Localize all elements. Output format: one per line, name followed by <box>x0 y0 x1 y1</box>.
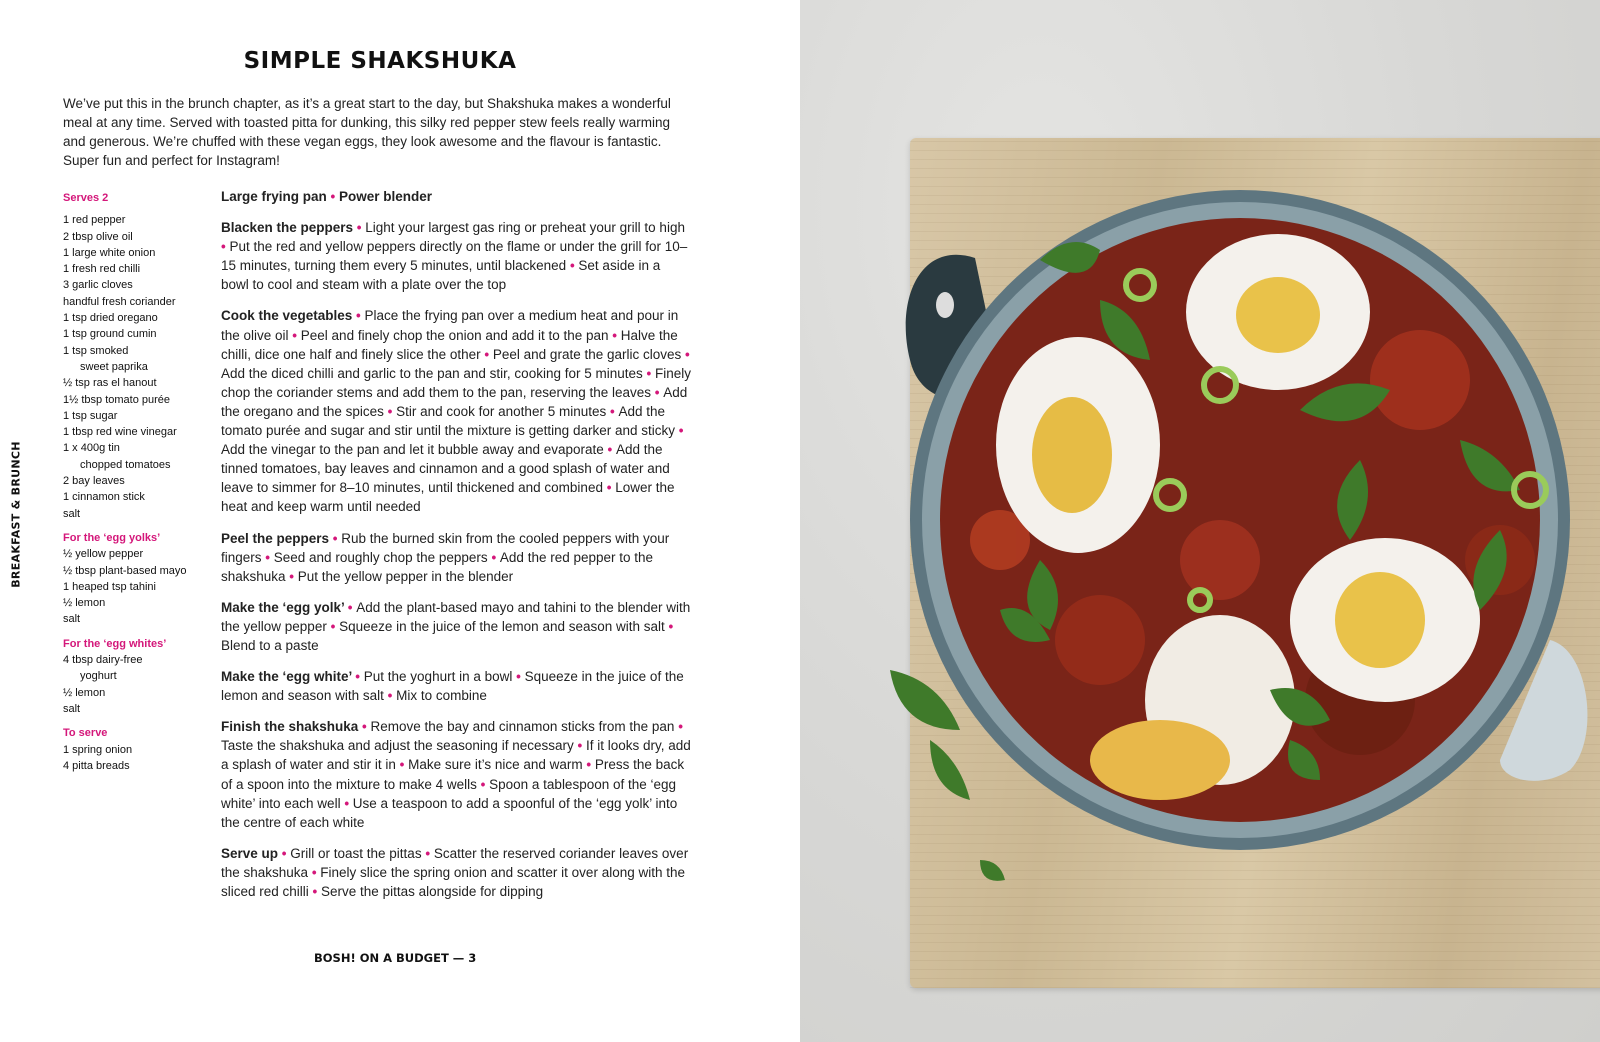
step-instruction: Add the tomato purée and sugar and stir until the mixture is getting darker and sticky <box>221 403 675 439</box>
step-instruction: Add the oregano and the spices <box>221 384 688 419</box>
ingredient-item: 1 fresh red chilli <box>63 263 141 276</box>
method <box>221 187 691 913</box>
step-instruction: Peel and grate the garlic cloves <box>492 346 682 362</box>
method-step <box>221 218 691 294</box>
ingredient-item: salt <box>63 613 81 626</box>
serves-label: Serves 2 <box>63 192 109 204</box>
bullet-dot: • <box>278 845 291 861</box>
ingredient-item: 1 heaped tsp tahini <box>63 580 156 593</box>
yolks-heading: For the ‘egg yolks’ <box>63 531 161 544</box>
ingredient-item: 1 red pepper <box>63 214 126 227</box>
ingredient-item: salt <box>63 507 81 520</box>
bullet-dot: • <box>603 442 617 458</box>
bullet-dot: • <box>285 568 298 584</box>
method-step <box>221 529 691 586</box>
step-instruction: Stir and cook for another 5 minutes <box>396 403 607 419</box>
bullet-dot: • <box>383 403 397 419</box>
ingredient-item: 2 bay leaves <box>63 475 125 488</box>
chapter-tab <box>2 438 24 598</box>
bullet-dot: • <box>352 308 365 324</box>
ingredient-item: handful fresh coriander <box>63 295 176 308</box>
bullet-dot: • <box>288 327 301 343</box>
ingredient-item: chopped tomatoes <box>80 458 171 471</box>
ingredient-item: ½ yellow pepper <box>63 548 144 561</box>
method-step <box>221 844 691 901</box>
ingredients-serve <box>63 725 213 774</box>
bullet-dot: • <box>395 757 409 773</box>
step-instruction: Add the diced chilli and garlic to the pan and stir, cooking for 5 minutes <box>221 365 643 381</box>
bullet-dot: • <box>476 776 490 792</box>
step-instruction: Halve the chilli, dice one half and finely slice the other <box>221 327 678 362</box>
recipe-title: SIMPLE SHAKSHUKA <box>243 48 517 74</box>
ingredient-item: 3 garlic cloves <box>63 279 133 292</box>
ingredient-item: 1 cinnamon stick <box>63 491 145 504</box>
step-instruction: Squeeze in the juice of the lemon and season with salt <box>339 618 665 634</box>
shakshuka-pan-illustration <box>800 0 1600 1042</box>
step-instruction: Lower the heat and keep warm until needed <box>221 480 675 515</box>
equipment-item: Power blender <box>339 189 433 204</box>
bullet-dot: • <box>681 346 690 362</box>
method-step <box>221 717 691 832</box>
bullet-dot: • <box>573 738 586 754</box>
step-instruction: Grill or toast the pittas <box>290 845 422 861</box>
step-title: Peel the peppers <box>221 530 330 546</box>
bullet-dot: • <box>261 549 274 565</box>
ingredient-item: 1 tsp smoked <box>63 344 129 357</box>
step-title: Serve up <box>221 845 279 861</box>
step-instruction: Rub the burned skin from the cooled peppers with your fingers <box>221 530 670 565</box>
step-title: Blacken the peppers <box>221 220 354 236</box>
ingredient-item: 4 pitta breads <box>63 759 130 772</box>
ingredient-item: 1½ tbsp tomato purée <box>63 393 171 406</box>
step-instruction: Add the plant-based mayo and tahini to the blender with the yellow pepper <box>221 599 691 634</box>
bullet-dot: • <box>308 884 322 899</box>
bullet-dot: • <box>340 795 353 811</box>
bullet-dot: • <box>664 618 674 634</box>
ingredient-item: ½ lemon <box>63 686 106 699</box>
step-instruction: Put the yoghurt in a bowl <box>363 669 513 685</box>
bullet-dot: • <box>330 189 340 204</box>
bullet-dot: • <box>651 384 664 400</box>
page-number: 3 <box>468 951 477 965</box>
equipment-line <box>221 187 691 206</box>
step-title: Cook the vegetables <box>221 308 353 324</box>
whites-heading: For the ‘egg whites’ <box>63 637 167 650</box>
bullet-dot: • <box>674 423 684 439</box>
bullet-dot: • <box>351 669 364 685</box>
step-instruction: Press the back of a spoon into the mixture to make 4 wells <box>221 757 685 792</box>
ingredient-item: 1 tsp dried oregano <box>63 312 158 325</box>
ingredients-main <box>63 190 213 522</box>
bullet-dot: • <box>344 599 357 615</box>
step-instruction: Add the tinned tomatoes, bay leaves and cinnamon and a good splash of water and leave to simmer for 8–10 minutes, until thickened and combined <box>221 442 670 496</box>
ingredient-item: sweet paprika <box>80 360 148 373</box>
book-title: BOSH! ON A BUDGET <box>314 951 449 965</box>
ingredient-item: ½ tsp ras el hanout <box>63 377 157 390</box>
bullet-dot: • <box>582 757 595 773</box>
chapter-label: BREAKFAST & BRUNCH <box>9 441 23 588</box>
ingredient-item: 1 tsp sugar <box>63 409 118 422</box>
step-instruction: Scatter the reserved coriander leaves over the shakshuka <box>221 845 689 880</box>
bullet-dot: • <box>221 239 230 255</box>
ingredient-item: 1 large white onion <box>63 246 156 259</box>
bullet-dot: • <box>326 618 340 634</box>
ingredients-whites <box>63 636 213 717</box>
serve-heading: To serve <box>63 727 108 740</box>
step-title: Make the ‘egg white’ <box>221 669 352 685</box>
handle-hole <box>936 292 954 318</box>
step-instruction: Seed and roughly chop the peppers <box>273 549 488 565</box>
bullet-dot: • <box>421 845 434 861</box>
step-instruction: Mix to combine <box>396 688 487 704</box>
ingredient-item: ½ lemon <box>63 597 106 610</box>
food-photo <box>800 0 1600 1042</box>
vegan-egg-3 <box>1290 538 1480 702</box>
ingredients-list <box>63 190 213 782</box>
step-instruction: If it looks dry, add a splash of water and stir it in <box>221 738 691 773</box>
step-instruction: Make sure it’s nice and warm <box>408 757 583 773</box>
ingredients-yolks <box>63 530 213 628</box>
bullet-dot: • <box>674 719 683 735</box>
bullet-dot: • <box>329 530 342 546</box>
ingredient-item: 1 tbsp red wine vinegar <box>63 426 177 439</box>
step-instruction: Finely slice the spring onion and scatter it over along with the sliced red chilli <box>221 864 685 899</box>
method-step <box>221 598 691 655</box>
page-footer <box>314 951 476 965</box>
step-instruction: Light your largest gas ring or preheat your grill to high <box>365 220 685 236</box>
ingredient-item: ½ tbsp plant-based mayo <box>63 564 187 577</box>
step-title: Finish the shakshuka <box>221 719 359 735</box>
equipment-item: Large frying pan <box>221 189 327 204</box>
bullet-dot: • <box>512 669 525 685</box>
step-title: Make the ‘egg yolk’ <box>221 599 345 615</box>
step-instruction: Taste the shakshuka and adjust the seasoning if necessary <box>221 738 574 754</box>
bullet-dot: • <box>308 864 321 880</box>
bullet-dot: • <box>606 403 619 419</box>
bullet-dot: • <box>353 220 366 236</box>
ingredient-item: 1 spring onion <box>63 743 133 756</box>
step-instruction: Squeeze in the juice of the lemon and season with salt <box>221 669 684 704</box>
bullet-dot: • <box>602 480 616 496</box>
recipe-intro: We’ve put this in the brunch chapter, as it’s a great start to the day, but Shakshuka makes a wonderful meal at any time. Served with toasted pitta for dunking, this silky red pepper stew feels really warming and generous. We’re chuffed with these vegan eggs, they look awesome and the flavour is fantastic. Super fun and perfect for Instagram! <box>63 96 671 168</box>
vegan-egg-1 <box>1186 234 1370 390</box>
ingredient-item: 2 tbsp olive oil <box>63 230 133 243</box>
step-instruction: Put the yellow pepper in the blender <box>297 568 514 584</box>
step-instruction: Add the vinegar to the pan and let it bubble away and evaporate <box>221 442 604 458</box>
step-instruction: Use a teaspoon to add a spoonful of the ‘egg yolk’ into the centre of each white <box>221 795 678 830</box>
ingredient-item: salt <box>63 702 81 715</box>
bullet-dot: • <box>608 327 621 343</box>
ingredient-item: yoghurt <box>80 670 117 683</box>
ingredient-item: 1 x 400g tin <box>63 442 120 455</box>
step-instruction: Finely chop the coriander stems and add them to the pan, reserving the leaves <box>221 365 691 400</box>
ingredient-item: 4 tbsp dairy-free <box>63 654 143 667</box>
step-instruction: Peel and finely chop the onion and add it to the pan <box>300 327 609 343</box>
step-instruction: Add the red pepper to the shakshuka <box>221 549 654 584</box>
method-step <box>221 667 691 705</box>
bullet-dot: • <box>383 688 397 704</box>
ingredient-item: 1 tsp ground cumin <box>63 328 157 341</box>
step-instruction: Remove the bay and cinnamon sticks from the pan <box>370 719 675 735</box>
step-instruction: Serve the pittas alongside for dipping <box>321 884 544 899</box>
bullet-dot: • <box>642 365 655 381</box>
step-instruction: Set aside in a bowl to cool and steam with a plate over the top <box>221 258 661 293</box>
step-instruction: Place the frying pan over a medium heat and pour in the olive oil <box>221 308 679 343</box>
bullet-dot: • <box>487 549 500 565</box>
bullet-dot: • <box>480 346 493 362</box>
footer-dash: — <box>452 951 465 965</box>
step-instruction: Blend to a paste <box>221 637 319 653</box>
vegan-egg-2 <box>996 337 1160 553</box>
step-instruction: Spoon a tablespoon of the ‘egg white’ into each well <box>221 776 677 811</box>
bullet-dot: • <box>566 258 579 274</box>
method-step <box>221 306 691 516</box>
bullet-dot: • <box>358 719 371 735</box>
step-instruction: Put the red and yellow peppers directly on the flame or under the grill for 10–15 minutes, turning them every 5 minutes, until blackened <box>221 239 688 274</box>
